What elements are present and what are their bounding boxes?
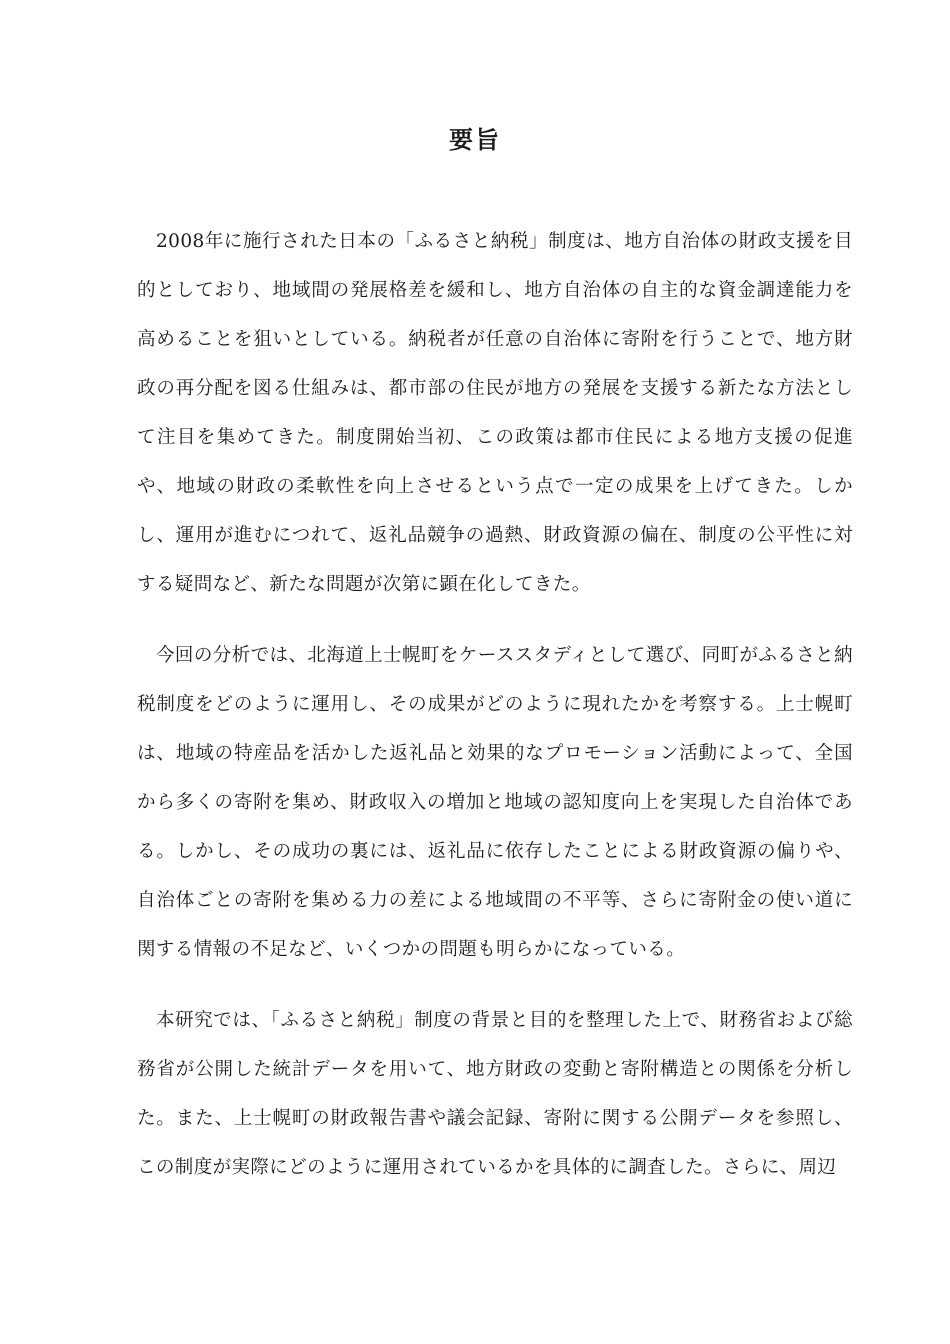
paragraph-3: 本研究では、「ふるさと納税」制度の背景と目的を整理した上で、財務省および総務省が公開した統計データを用いて、地方財政の変動と寄附構造との関係を分析した。また、上士幌町の財政報告書や議会記録、寄附に関する公開データを参照し、この制度が実際にどのように運用されているかを具体的に調査した。さらに、周辺: [137, 1010, 853, 1178]
paragraph-1: 2008年に施行された日本の「ふるさと納税」制度は、地方自治体の財政支援を目的としており、地域間の発展格差を緩和し、地方自治体の自主的な資金調達能力を高めることを狙いとしている。納税者が任意の自治体に寄附を行うことで、地方財政の再分配を図る仕組みは、都市部の住民が地方の発展を支援する新たな方法として注目を集めてきた。制度開始当初、この政策は都市住民による地方支援の促進や、地域の財政の柔軟性を向上させるという点で一定の成果を上げてきた。しかし、運用が進むにつれて、返礼品競争の過熱、財政資源の偏在、制度の公平性に対する疑問など、新たな問題が次第に顕在化してきた。: [137, 231, 853, 595]
page-title: 要旨: [449, 125, 501, 154]
abstract-body: [137, 217, 853, 1192]
paragraph-2: 今回の分析では、北海道上士幌町をケーススタディとして選び、同町がふるさと納税制度をどのように運用し、その成果がどのように現れたかを考察する。上士幌町は、地域の特産品を活かした返礼品と効果的なプロモーション活動によって、全国から多くの寄附を集め、財政収入の増加と地域の認知度向上を実現した自治体である。しかし、その成功の裏には、返礼品に依存したことによる財政資源の偏りや、自治体ごとの寄附を集める力の差による地域間の不平等、さらに寄附金の使い道に関する情報の不足など、いくつかの問題も明らかになっている。: [137, 645, 853, 960]
